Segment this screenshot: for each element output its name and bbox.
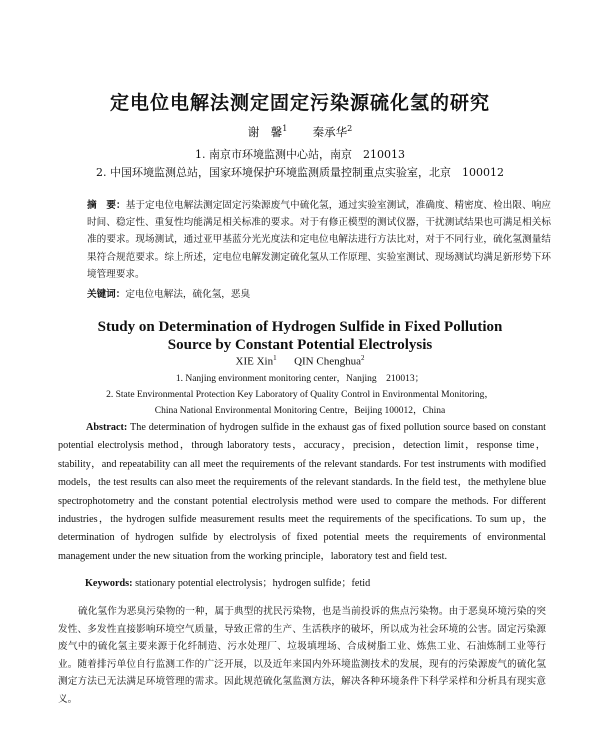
chinese-abstract-label: 摘 要：: [87, 200, 126, 211]
author-qin-chenghua: 秦承华: [312, 125, 348, 139]
author-xie-xin-en: XIE Xin: [235, 355, 274, 368]
author-qin-chenghua-en: QIN Chenghua: [294, 355, 361, 368]
english-affiliation-1: 1. Nanjing environment monitoring center，Nanjing 210013；: [175, 374, 425, 384]
chinese-abstract: [87, 197, 551, 283]
english-abstract-text: The determination of hydrogen sulfide in the exhaust gas of fixed pollution source based on constant potential electrolysis method，through laboratory tests，accuracy，precision，detection limit，response time，stability，and repeatability can all meet the requirements of the relevant standards. For test instruments with modified models，the test results can also meet the requirements of the relevant standards. In the field test，the methylene blue spectrophotometry and the constant potential electrolysis method were used to compare the methods. For different industries，the hydrogen sulfide measurement results meet the requirements of the specifications. To sum up，the determination of hydrogen sulfide by electrolysis of fixed potential meets the requirements of environmental management under the new situation from the working principle，laboratory test and field test.: [58, 422, 546, 562]
english-keywords-label: Keywords:: [85, 578, 133, 589]
chinese-title: 定电位电解法测定固定污染源硫化氢的研究: [109, 92, 490, 114]
author-xie-xin: 谢 馨: [247, 125, 283, 139]
english-title-line-2: Source by Constant Potential Electrolysis: [167, 337, 433, 353]
chinese-keywords-label: 关键词：: [87, 289, 126, 300]
chinese-abstract-text: 基于定电位电解法测定固定污染源废气中硫化氢，通过实验室测试，准确度、精密度、检出限、响应时间、稳定性、重复性均能满足相关标准的要求。对于有修正模型的测试仪器，干扰测试结果也可满足相关标准的要求。现场测试，通过亚甲基蓝分光光度法和定电位电解法进行方法比对，对于不同行业，硫化氢测量结果符合规范要求。综上所述，定电位电解发测定硫化氢从工作原理、实验室测试、现场测试均满足新形势下环境管理要求。: [87, 200, 552, 280]
english-affiliation-2: 2. State Environmental Protection Key Laboratory of Quality Control in Environmental Monitoring，: [106, 390, 494, 400]
english-keywords-text: stationary potential electrolysis；hydrogen sulfide；fetid: [135, 578, 371, 589]
chinese-authors: [0, 124, 600, 140]
chinese-affiliation-1: 1. 南京市环境监测中心站，南京 210013: [195, 148, 405, 161]
chinese-keywords: [87, 286, 551, 300]
body-paragraph: 硫化氢作为恶臭污染物的一种，属于典型的扰民污染物，也是当前投诉的焦点污染物。由于恶臭环境污染的突发性、多发性直接影响环境空气质量，导致正常的生产、生活秩序的破坏，所以成为社会环境的公害。固定污染源废气中的硫化氢主要来源于化纤制造、污水处理厂、垃圾填埋场、合成树脂工业、炼焦工业、石油炼制工业等行业。随着排污单位自行监测工作的广泛开展，以及近年来国内外环境监测技术的发展，现有的污染源废气的硫化氢测定方法已无法满足环境管理的需求。因此规范硫化氢监测方法，解决各种环境条件下科学采样和分析具有现实意义。: [58, 606, 546, 705]
english-title-line-1: Study on Determination of Hydrogen Sulfide in Fixed Pollution: [97, 319, 503, 335]
author2-affiliation-mark: 2: [347, 124, 353, 134]
english-abstract: [58, 419, 546, 566]
chinese-affiliation-2: 2. 中国环境监测总站，国家环境保护环境监测质量控制重点实验室，北京 100012: [96, 166, 504, 179]
author1-affiliation-mark: 1: [282, 124, 288, 134]
chinese-keywords-text: 定电位电解法，硫化氢，恶臭: [125, 289, 251, 300]
author2-en-affiliation-mark: 2: [360, 354, 365, 362]
english-affiliation-3: China National Environmental Monitoring Centre，Beijing 100012，China: [154, 406, 446, 416]
author1-en-affiliation-mark: 1: [273, 354, 277, 362]
english-title: [0, 318, 600, 354]
english-authors: [0, 354, 600, 368]
english-keywords: [85, 574, 545, 589]
english-abstract-label: Abstract:: [86, 422, 128, 433]
